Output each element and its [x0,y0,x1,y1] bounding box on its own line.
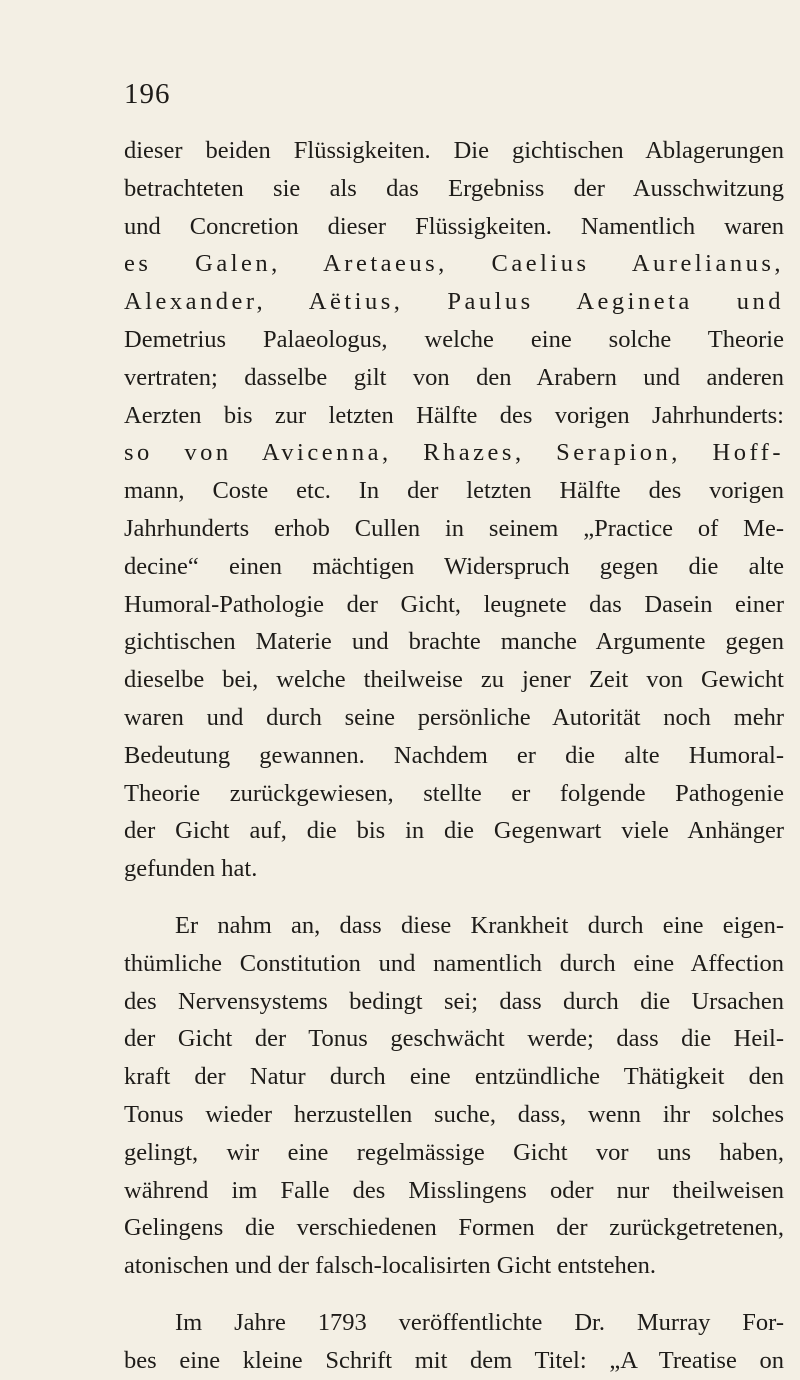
paragraph-2 [124,907,784,1285]
text-line: dieselbe bei, welche theilweise zu jener Zeit von Gewicht [124,666,784,694]
text-line: Aerzten bis zur letzten Hälfte des vorigen Jahrhunderts: [124,401,784,429]
paragraph-3 [124,1304,784,1380]
text-line: Er nahm an, dass diese Krankheit durch eine eigen- [175,911,784,939]
paragraph-gap [124,1285,784,1304]
text-line: Alexander, Aëtius, Paulus Aegineta und [124,288,784,316]
text-line: Demetrius Palaeologus, welche eine solche Theorie [124,325,784,353]
text-line: Tonus wieder herzustellen suche, dass, wenn ihr solches [124,1100,784,1128]
text-line: waren und durch seine persönliche Autorität noch mehr [124,703,784,731]
text-line: bes eine kleine Schrift mit dem Titel: „A Treatise on [124,1346,784,1374]
text-line: Gelingens die verschiedenen Formen der zurückgetretenen, [124,1214,784,1242]
body-text [124,132,784,1380]
paragraph-1 [124,132,784,888]
text-line: vertraten; dasselbe gilt von den Arabern und anderen [124,363,784,391]
text-line: des Nervensystems bedingt sei; dass durch die Ursachen [124,987,784,1015]
text-line: Jahrhunderts erhob Cullen in seinem „Practice of Me- [124,514,784,542]
text-line: während im Falle des Misslingens oder nur theilweisen [124,1176,784,1204]
text-line: kraft der Natur durch eine entzündliche Thätigkeit den [124,1063,784,1091]
text-line: thümliche Constitution und namentlich durch eine Affection [124,949,784,977]
page-number: 196 [124,78,171,110]
text-line: Bedeutung gewannen. Nachdem er die alte Humoral- [124,741,784,769]
text-line: gefunden hat. [124,855,258,883]
text-line: und Concretion dieser Flüssigkeiten. Namentlich waren [124,212,784,240]
text-line: mann, Coste etc. In der letzten Hälfte des vorigen [124,477,784,505]
text-line: Theorie zurückgewiesen, stellte er folgende Pathogenie [124,779,784,807]
text-line: so von Avicenna, Rhazes, Serapion, Hoff- [124,439,784,467]
text-line: betrachteten sie als das Ergebniss der Ausschwitzung [124,174,784,202]
text-line: es Galen, Aretaeus, Caelius Aurelianus, [124,250,784,278]
paragraph-gap [124,888,784,907]
text-line: Humoral-Pathologie der Gicht, leugnete das Dasein einer [124,590,784,618]
text-line: der Gicht auf, die bis in die Gegenwart viele Anhänger [124,817,784,845]
text-line: gichtischen Materie und brachte manche Argumente gegen [124,628,784,656]
text-line: atonischen und der falsch-localisirten Gicht entstehen. [124,1252,657,1280]
text-line: der Gicht der Tonus geschwächt werde; dass die Heil- [124,1025,784,1053]
text-line: gelingt, wir eine regelmässige Gicht vor uns haben, [124,1138,784,1166]
text-line: decine“ einen mächtigen Widerspruch gegen die alte [124,552,784,580]
text-line: dieser beiden Flüssigkeiten. Die gichtischen Ablagerungen [124,137,784,164]
text-line: Im Jahre 1793 veröffentlichte Dr. Murray For- [175,1308,784,1336]
